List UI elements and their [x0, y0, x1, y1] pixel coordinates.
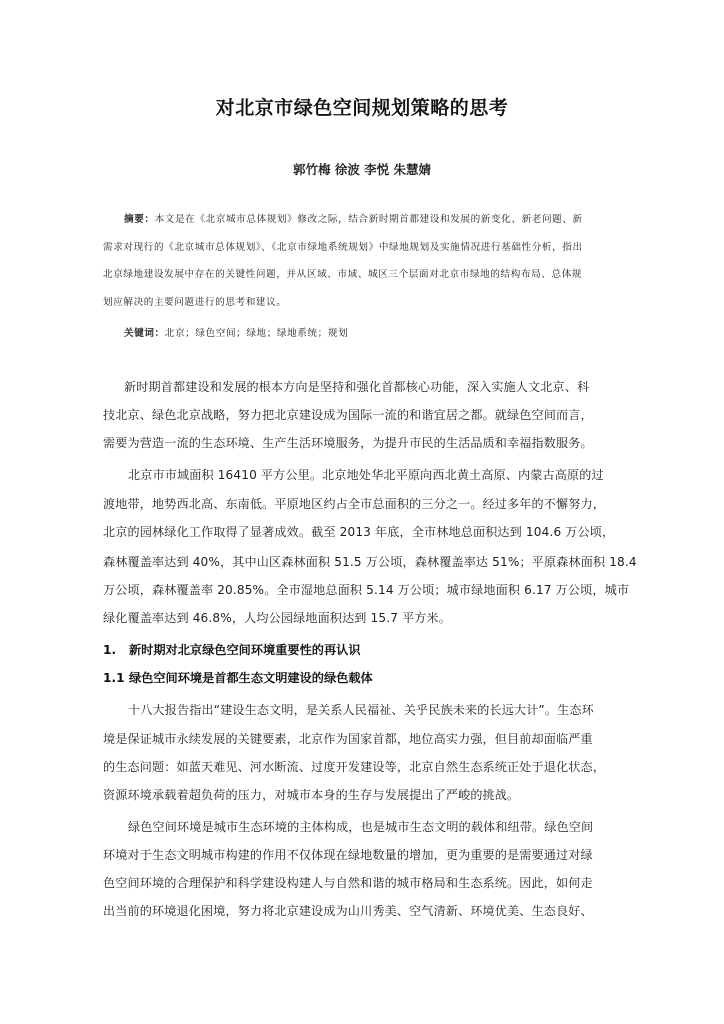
intro-line: 技北京、绿色北京战略，努力把北京建设成为国际一流的和谐宜居之都。就绿色空间而言， [103, 408, 593, 422]
body-line: 绿色空间环境是城市生态环境的主体构成，也是城市生态文明的载体和纽带。绿色空间 [128, 820, 594, 834]
body-line: 的生态问题：如蓝天难见、河水断流、过度开发建设等，北京自然生态系统正处于退化状态， [103, 760, 605, 774]
keywords [124, 325, 348, 339]
abstract-line: 北京绿地建设发展中存在的关键性问题，并从区域、市域、城区三个层面对北京市绿地的结构布局、总体规 [103, 269, 583, 280]
body-line: 境是保证城市永续发展的关键要素，北京作为国家首都，地位高实力强，但目前却面临严重 [103, 732, 593, 746]
abstract-label: 摘要： [124, 214, 155, 225]
section-heading [103, 641, 361, 658]
subsection-heading [103, 669, 373, 686]
section-title: 新时期对北京绿色空间环境重要性的再认识 [129, 643, 361, 657]
intro-line: 北京的园林绿化工作取得了显著成效。截至 2013 年底，全市林地总面积达到 104.6 万公顷， [103, 525, 615, 539]
body-line: 色空间环境的合理保护和科学建设构建人与自然和谐的城市格局和生态系统。因此，如何走 [103, 876, 593, 890]
keywords-label: 关键词： [124, 328, 165, 339]
intro-line: 万公顷，森林覆盖率 20.85%。全市湿地总面积 5.14 万公顷；城市绿地面积 6.17 万公顷，城市 [103, 583, 630, 597]
body-line: 出当前的环境退化困境，努力将北京建设成为山川秀美、空气清新、环境优美、生态良好、 [103, 904, 593, 918]
abstract-line: 划应解决的主要问题进行的思考和建议。 [103, 296, 287, 308]
subsection-number: 1.1 [103, 671, 125, 685]
subsection-title: 绿色空间环境是首都生态文明建设的绿色载体 [129, 671, 373, 685]
paper-authors: 郭竹梅 徐波 李悦 朱慧婧 [292, 162, 432, 177]
section-number: 1. [103, 643, 117, 657]
intro-line: 森林覆盖率达到 40%，其中山区森林面积 51.5 万公顷，森林覆盖率达 51%；平原森林面积 18.4 [103, 555, 637, 569]
body-line: 十八大报告指出“建设生态文明，是关系人民福祉、关乎民族未来的长远大计”。生态环 [128, 703, 594, 717]
abstract [103, 206, 623, 316]
body-line: 资源环境承载着超负荷的压力，对城市本身的生存与发展提出了严峻的挑战。 [103, 788, 520, 802]
intro-line: 渡地带，地势西北高、东南低。平原地区约占全市总面积的三分之一。经过多年的不懈努力， [103, 497, 605, 511]
intro-line: 绿化覆盖率达到 46.8%，人均公园绿地面积达到 15.7 平方米。 [103, 611, 452, 625]
intro-line: 北京市市域面积 16410 平方公里。北京地处华北平原向西北黄土高原、内蒙古高原的过 [128, 468, 604, 482]
abstract-line: 需求对现行的《北京城市总体规划》、《北京市绿地系统规划》中绿地规划及实施情况进行基础性分析，指出 [103, 241, 583, 253]
paper-title: 对北京市绿色空间规划策略的思考 [215, 97, 509, 119]
abstract-line: 摘要：本文是在《北京城市总体规划》修改之际，结合新时期首都建设和发展的新变化、新老问题、新 [124, 214, 583, 225]
keywords-text: 北京；绿色空间；绿地；绿地系统；规划 [164, 328, 349, 339]
body-line: 环境对于生态文明城市构建的作用不仅体现在绿地数量的增加，更为重要的是需要通过对绿 [103, 848, 593, 862]
intro-line: 新时期首都建设和发展的根本方向是坚持和强化首都核心功能，深入实施人文北京、科 [124, 380, 590, 394]
intro-line: 需要为营造一流的生态环境、生产生活环境服务，为提升市民的生活品质和幸福指数服务。 [103, 436, 593, 450]
